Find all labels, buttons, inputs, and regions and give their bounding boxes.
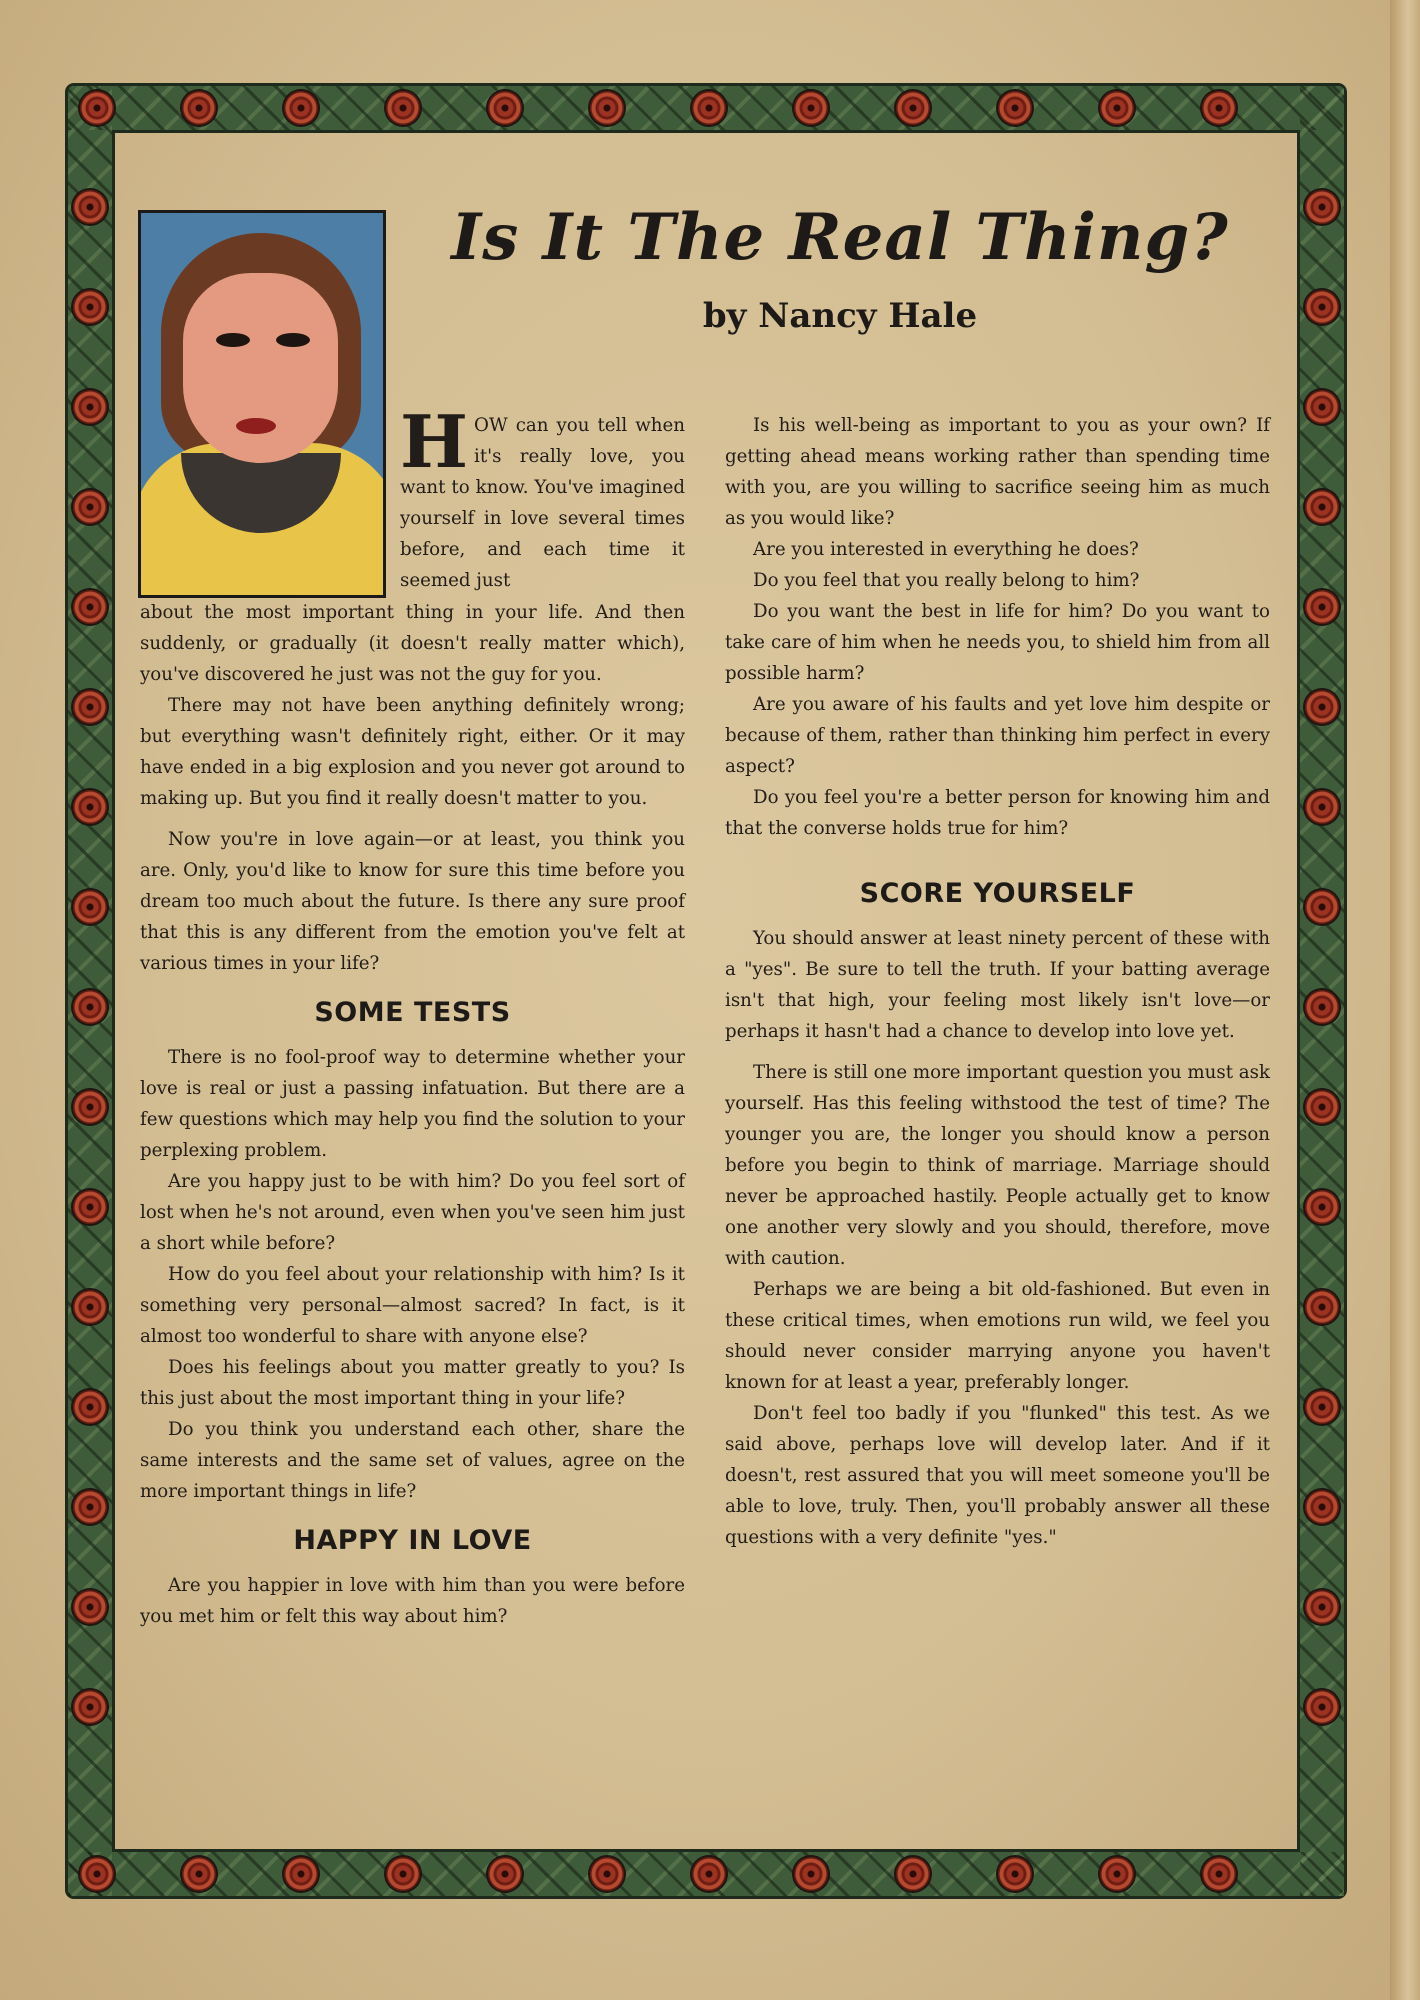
- woman-portrait-illustration: [138, 210, 386, 598]
- rose-icon: [73, 1390, 107, 1424]
- drop-cap: H: [400, 399, 469, 484]
- paragraph: Do you feel you're a better person for knowing him and that the converse holds true for him?: [725, 787, 1270, 839]
- rose-icon: [1305, 990, 1339, 1024]
- rose-icon: [1100, 91, 1134, 125]
- page-gutter: [1390, 0, 1420, 2000]
- right-column: [725, 410, 1270, 1553]
- rose-icon: [73, 1290, 107, 1324]
- portrait-eye-left: [216, 333, 250, 347]
- rose-icon: [590, 91, 624, 125]
- rose-icon: [1305, 1590, 1339, 1624]
- portrait-mouth: [236, 418, 276, 434]
- rose-icon: [73, 390, 107, 424]
- rose-icon: [73, 790, 107, 824]
- paragraph: There is no fool-proof way to determine whether your love is real or just a passing infatuation. But there are a few questions which may help you find the solution to your perplexing problem.: [140, 1047, 685, 1161]
- rose-icon: [73, 290, 107, 324]
- portrait-face: [183, 273, 338, 463]
- section-heading-some-tests: SOME TESTS: [314, 997, 511, 1028]
- paragraph: Don't feel too badly if you "flunked" this test. As we said above, perhaps love will develop later. And if it doesn't, rest assured that you will meet someone you'll be able to love, truly. Then, you'll probably answer all these questions with a very definite "yes.": [725, 1403, 1270, 1548]
- rose-icon: [794, 1857, 828, 1891]
- rose-icon: [1305, 590, 1339, 624]
- rose-icon: [1100, 1857, 1134, 1891]
- paragraph: How do you feel about your relationship with him? Is it something very personal—almost sacred? In fact, is it almost too wonderful to share with anyone else?: [140, 1264, 685, 1347]
- paragraph: Are you interested in everything he does?: [753, 539, 1139, 560]
- paragraph: You should answer at least ninety percent of these with a "yes". Be sure to tell the truth. If your batting average isn't that high, your feeling most likely isn't love—or perhaps it hasn't had a chance to develop into love yet.: [725, 928, 1270, 1042]
- rose-icon: [896, 91, 930, 125]
- rose-icon: [73, 190, 107, 224]
- rose-icon: [73, 690, 107, 724]
- rose-icon: [590, 1857, 624, 1891]
- rose-icon: [1305, 190, 1339, 224]
- rose-icon: [488, 1857, 522, 1891]
- rose-icon: [1305, 1490, 1339, 1524]
- rose-icon: [998, 91, 1032, 125]
- rose-icon: [1305, 690, 1339, 724]
- rose-icon: [284, 91, 318, 125]
- section-heading-happy-in-love: HAPPY IN LOVE: [293, 1525, 532, 1556]
- rose-icon: [386, 91, 420, 125]
- rose-icon: [80, 1857, 114, 1891]
- paragraph: There is still one more important question you must ask yourself. Has this feeling withstood the test of time? The younger you are, the longer you should know a person before you begin to think of marriage. Marriage should never be approached hastily. People actually get to know one another very slowly and you should, therefore, move with caution.: [725, 1062, 1270, 1269]
- paragraph: Do you want the best in life for him? Do you want to take care of him when he needs you, to shield him from all possible harm?: [725, 601, 1270, 684]
- rose-icon: [1305, 1190, 1339, 1224]
- paragraph: Are you happier in love with him than you were before you met him or felt this way about him?: [140, 1575, 685, 1627]
- rose-icon: [73, 490, 107, 524]
- article-title: Is It The Real Thing?: [451, 200, 1229, 275]
- intro-text-start: OW can you tell when it's really love, you want to know. You've imagined yourself in love several times before, and each time it seemed just: [400, 415, 685, 591]
- rose-icon: [73, 1190, 107, 1224]
- intro-text-rest: about the most important thing in your life. And then suddenly, or gradually (it doesn't really matter which), you've discovered he just was not the guy for you.: [140, 602, 685, 685]
- rose-icon: [692, 1857, 726, 1891]
- section-heading-score-yourself: SCORE YOURSELF: [859, 878, 1136, 909]
- paragraph: Do you think you understand each other, share the same interests and the same set of values, agree on the more important things in life?: [140, 1419, 685, 1502]
- rose-icon: [1202, 91, 1236, 125]
- rose-icon: [73, 990, 107, 1024]
- rose-icon: [1305, 1290, 1339, 1324]
- rose-icon: [1305, 1690, 1339, 1724]
- rose-icon: [182, 1857, 216, 1891]
- rose-icon: [386, 1857, 420, 1891]
- rose-icon: [73, 1090, 107, 1124]
- rose-icon: [794, 91, 828, 125]
- article-byline: by Nancy Hale: [702, 296, 978, 336]
- rose-icon: [284, 1857, 318, 1891]
- rose-icon: [1305, 1090, 1339, 1124]
- rose-icon: [896, 1857, 930, 1891]
- rose-icon: [73, 1690, 107, 1724]
- left-column: [140, 597, 685, 1632]
- rose-icon: [73, 1490, 107, 1524]
- rose-icon: [998, 1857, 1032, 1891]
- portrait-eye-right: [276, 333, 310, 347]
- rose-icon: [488, 91, 522, 125]
- paragraph: Do you feel that you really belong to him?: [753, 570, 1140, 591]
- rose-icon: [182, 91, 216, 125]
- paragraph: Does his feelings about you matter greatly to you? Is this just about the most important thing in your life?: [140, 1357, 685, 1409]
- rose-icon: [73, 590, 107, 624]
- paragraph: Are you aware of his faults and yet love him despite or because of them, rather than thinking him perfect in every aspect?: [725, 694, 1270, 777]
- rose-icon: [1202, 1857, 1236, 1891]
- paragraph: Is his well-being as important to you as your own? If getting ahead means working rather than spending time with you, are you willing to sacrifice seeing him as much as you would like?: [725, 415, 1270, 529]
- rose-icon: [1305, 290, 1339, 324]
- paragraph: Perhaps we are being a bit old-fashioned. But even in these critical times, when emotions run wild, we feel you should never consider marrying anyone you haven't known for at least a year, preferably longer.: [725, 1279, 1270, 1393]
- paragraph: Now you're in love again—or at least, you think you are. Only, you'd like to know for sure this time before you dream too much about the future. Is there any sure proof that this is any different from the emotion you've felt at various times in your life?: [140, 829, 685, 974]
- rose-icon: [692, 91, 726, 125]
- rose-icon: [1305, 390, 1339, 424]
- rose-icon: [1305, 890, 1339, 924]
- intro-paragraph-top: [400, 399, 685, 596]
- rose-icon: [73, 890, 107, 924]
- rose-icon: [73, 1590, 107, 1624]
- rose-icon: [80, 91, 114, 125]
- rose-icon: [1305, 790, 1339, 824]
- rose-icon: [1305, 1390, 1339, 1424]
- paragraph: There may not have been anything definitely wrong; but everything wasn't definitely right, either. Or it may have ended in a big explosion and you never got around to making up. But you find it really doesn't matter to you.: [140, 695, 685, 809]
- paragraph: Are you happy just to be with him? Do you feel sort of lost when he's not around, even when you've seen him just a short while before?: [140, 1171, 685, 1254]
- rose-icon: [1305, 490, 1339, 524]
